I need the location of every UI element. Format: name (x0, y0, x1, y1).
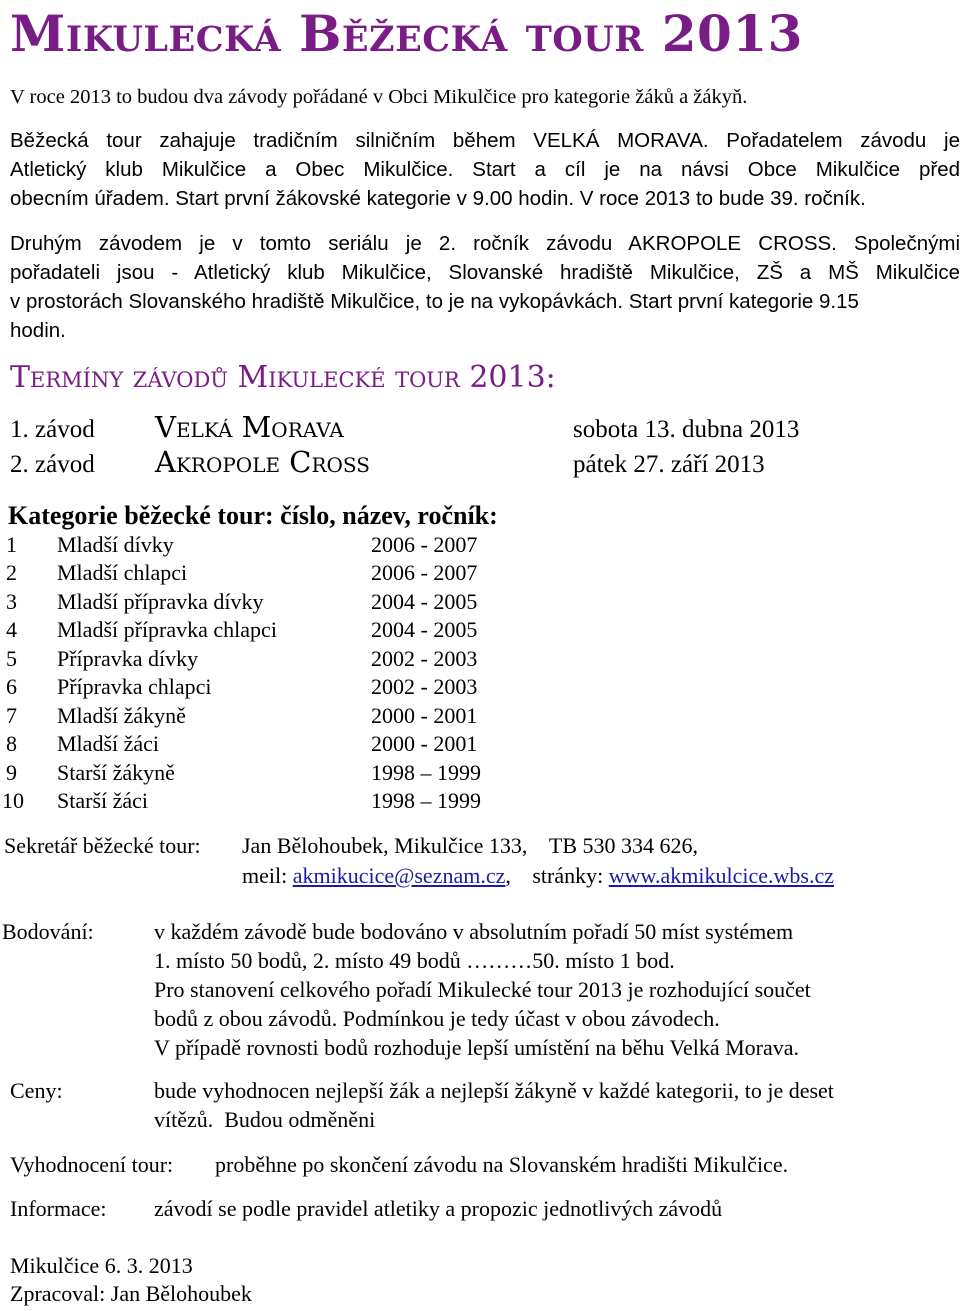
category-number: 7 (6, 703, 17, 728)
category-years: 2000 - 2001 (371, 731, 478, 756)
category-name: Mladší dívky (57, 532, 174, 557)
category-number: 5 (6, 646, 17, 671)
category-number: 8 (6, 731, 17, 756)
secretary-contact (242, 863, 834, 889)
category-years: 1998 – 1999 (371, 788, 481, 813)
category-number: 3 (6, 589, 17, 614)
category-number: 9 (6, 760, 17, 785)
category-number: 10 (2, 788, 24, 813)
para2-line-3: v prostorách Slovanského hradiště Mikulčice, to je na vykopávkách. Start první kategorie 9.15 (10, 290, 859, 313)
category-years: 2000 - 2001 (371, 703, 478, 728)
para2-line-2: pořadateli jsou - Atletický klub Mikulčice, Slovanské hradiště Mikulčice, ZŠ a MŠ Mikulčice (10, 261, 960, 284)
prizes-line: vítězů. Budou odměněni (154, 1107, 376, 1132)
secretary-address: Jan Bělohoubek, Mikulčice 133, TB 530 334 626, (242, 833, 699, 858)
para2-line-4: hodin. (10, 319, 66, 342)
race-1-date: sobota 13. dubna 2013 (573, 416, 800, 443)
race-2-number: 2. závod (10, 451, 95, 478)
categories-heading: Kategorie běžecké tour: číslo, název, ročník: (8, 501, 498, 530)
category-years: 2006 - 2007 (371, 532, 478, 557)
secretary-label: Sekretář běžecké tour: (4, 833, 201, 858)
category-name: Přípravka dívky (57, 646, 199, 671)
category-name: Mladší přípravka dívky (57, 589, 264, 614)
para1-line-3: obecním úřadem. Start první žákovské kategorie v 9.00 hodin. V roce 2013 to bude 39. ročník. (10, 187, 866, 210)
category-years: 2006 - 2007 (371, 560, 478, 585)
race-1-number: 1. závod (10, 416, 95, 443)
evaluation-label: Vyhodnocení tour: (10, 1152, 174, 1177)
category-years: 2002 - 2003 (371, 674, 478, 699)
scoring-line: 1. místo 50 bodů, 2. místo 49 bodů ………50. místo 1 bod. (154, 948, 675, 973)
page-title: Mikulecká Běžecká tour 2013 (10, 4, 803, 63)
terms-heading: Termíny závodů Mikulecké tour 2013: (10, 360, 556, 395)
scoring-label: Bodování: (2, 919, 94, 944)
category-name: Mladší chlapci (57, 560, 188, 585)
category-name: Přípravka chlapci (57, 674, 212, 699)
footer-author: Zpracoval: Jan Bělohoubek (10, 1281, 252, 1306)
race-1-name: Velká Morava (155, 410, 344, 444)
scoring-line: Pro stanovení celkového pořadí Mikulecké tour 2013 je rozhodující součet (154, 977, 811, 1002)
info-text: závodí se podle pravidel atletiky a propozic jednotlivých závodů (154, 1196, 723, 1221)
scoring-line: bodů z obou závodů. Podmínkou je tedy účast v obou závodech. (154, 1006, 720, 1031)
category-name: Mladší přípravka chlapci (57, 617, 277, 642)
category-name: Mladší žákyně (57, 703, 186, 728)
category-years: 2004 - 2005 (371, 617, 478, 642)
intro-text: V roce 2013 to budou dva závody pořádané v Obci Mikulčice pro kategorie žáků a žákyň. (10, 86, 748, 108)
evaluation-text: proběhne po skončení závodu na Slovanském hradišti Mikulčice. (215, 1152, 789, 1177)
para1-line-1: Běžecká tour zahajuje tradičním silničním během VELKÁ MORAVA. Pořadatelem závodu je (10, 129, 960, 152)
mail-label: meil: (242, 863, 288, 888)
category-number: 2 (6, 560, 17, 585)
category-years: 2002 - 2003 (371, 646, 478, 671)
category-number: 6 (6, 674, 17, 699)
para1-line-2: Atletický klub Mikulčice a Obec Mikulčice. Start a cíl je na návsi Obce Mikulčice před (10, 158, 960, 181)
footer-place-date: Mikulčice 6. 3. 2013 (10, 1253, 193, 1278)
race-2-name: Akropole Cross (155, 445, 370, 479)
scoring-line: V případě rovnosti bodů rozhoduje lepší umístění na běhu Velká Morava. (154, 1035, 800, 1060)
category-number: 1 (6, 532, 17, 557)
category-name: Starší žákyně (57, 760, 175, 785)
category-years: 1998 – 1999 (371, 760, 481, 785)
scoring-line: v každém závodě bude bodováno v absolutním pořadí 50 míst systémem (154, 919, 794, 944)
category-years: 2004 - 2005 (371, 589, 478, 614)
info-label: Informace: (10, 1196, 107, 1221)
prizes-line: bude vyhodnocen nejlepší žák a nejlepší žákyně v každé kategorii, to je deset (154, 1078, 834, 1103)
category-name: Starší žáci (57, 788, 149, 813)
category-name: Mladší žáci (57, 731, 160, 756)
mail-separator: , (505, 863, 511, 888)
website-link[interactable]: www.akmikulcice.wbs.cz (608, 863, 834, 888)
web-label: stránky: (532, 863, 604, 888)
para2-line-1: Druhým závodem je v tomto seriálu je 2. ročník závodu AKROPOLE CROSS. Společnými (10, 232, 960, 255)
prizes-label: Ceny: (10, 1078, 63, 1103)
race-2-date: pátek 27. září 2013 (573, 451, 765, 478)
email-link[interactable]: akmikucice@seznam.cz (292, 863, 506, 888)
category-number: 4 (6, 617, 17, 642)
